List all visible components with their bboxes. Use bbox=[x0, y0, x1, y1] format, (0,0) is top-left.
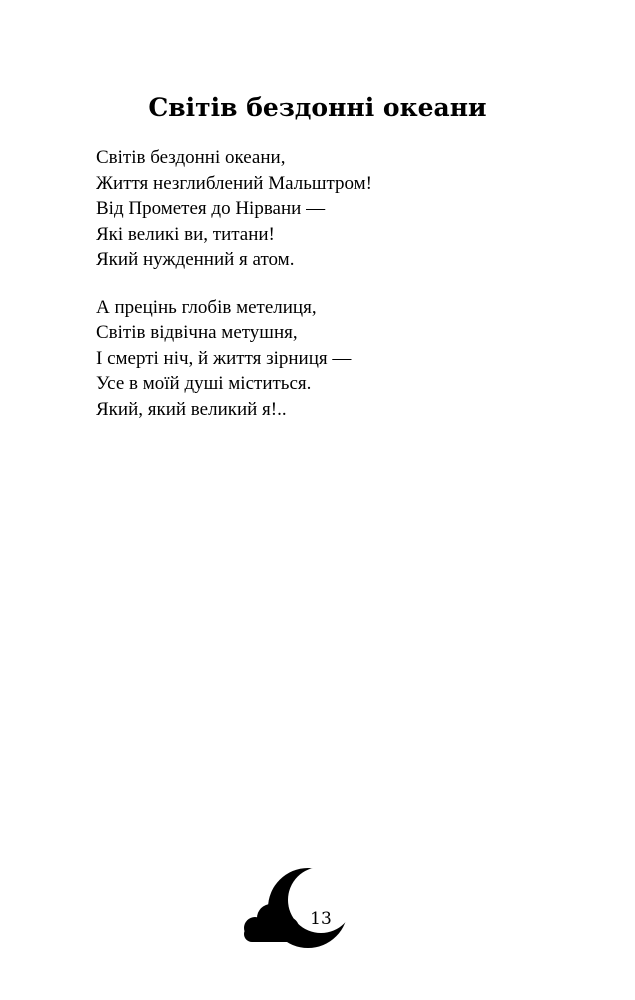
verse-line: А прецінь глобів метелиця, bbox=[96, 296, 317, 318]
page-title: Світів бездонні океани bbox=[148, 93, 487, 122]
poem bbox=[96, 145, 556, 444]
verse-line: Від Прометея до Нірвани — bbox=[96, 198, 326, 219]
verse-line: Світів бездонні океани, bbox=[96, 147, 286, 168]
verse-line: Який нужденний я атом. bbox=[96, 249, 295, 270]
stanza-2 bbox=[96, 295, 556, 423]
verse-line: Життя незглиблений Мальштром! bbox=[96, 172, 373, 194]
verse-line: Який, який великий я!.. bbox=[96, 398, 287, 420]
verse-line: І смерті ніч, й життя зірниця — bbox=[96, 347, 352, 369]
moon-cloud-icon bbox=[238, 862, 353, 952]
stanza-1 bbox=[96, 145, 556, 273]
verse-line: Які великі ви, титани! bbox=[96, 223, 275, 245]
verse-line: Світів відвічна метушня, bbox=[96, 322, 298, 343]
verse-line: Усе в моїй душі міститься. bbox=[96, 373, 312, 394]
page-number: 13 bbox=[310, 909, 332, 929]
